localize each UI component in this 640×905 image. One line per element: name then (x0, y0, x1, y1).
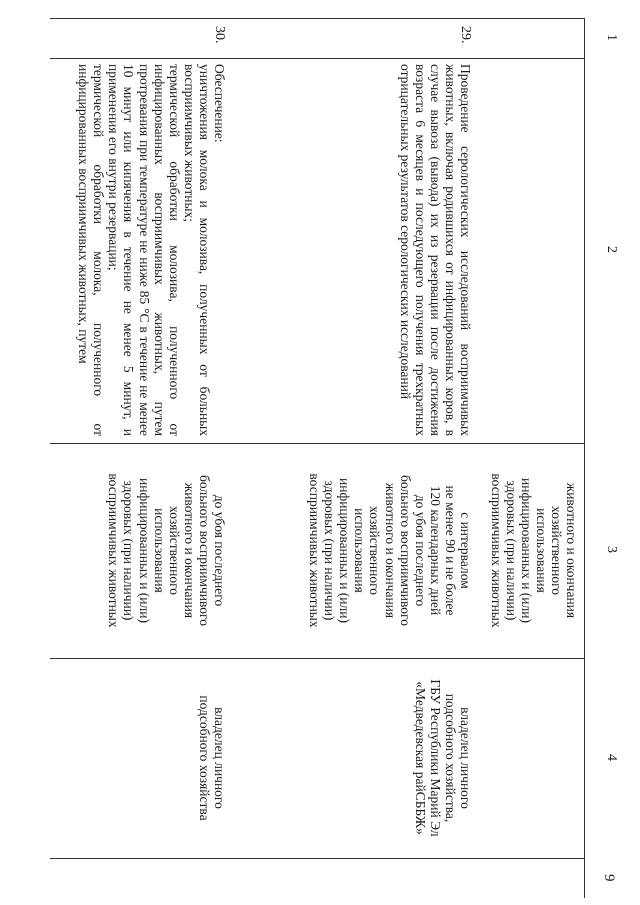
table-border-left (50, 18, 585, 19)
row-30-measure: Обеспечение: уничтожения молока и молозива, полученных от больных восприимчивых животных; термической обработки молозива, полученного от инфицированных восприимчивых животных, путем протревания при температуре не ниже 85 °С в течение не менее 10 минут или кипячения в течение не менее 5 минут, и применения его внутри резервации; термической обработки молока, полученного от инфицированных восприимчивых животных, путем (76, 64, 227, 436)
row-29-measure: Проведение серологических исследований восприимчивых животных, включая родившихся от инфицированных коров, в случае вывоза (вывода) их из резервации после достижения возраста 6 месяцев и последующего получения трехкратных отрицательных результатов серологических исследований (397, 64, 473, 436)
column-number-1: 1 (604, 34, 619, 41)
column-number-3: 3 (604, 546, 619, 553)
row-30-term: до убоя последнего больного восприимчивого животного и окончания хозяйственного использования инфицированных и (или) здоровых (при наличии) восприимчивых животных (106, 473, 227, 628)
row-29-responsible: владелец личного подсобного хозяйства, ГБУ Республики Марий Эл «Медведевская райСББЖ» (412, 679, 473, 837)
page-number: 9 (601, 874, 617, 882)
row-30-responsible: владелец личного подсобного хозяйства (196, 695, 227, 821)
column-divider-1 (50, 58, 585, 59)
table-header-rule (584, 18, 585, 898)
column-divider-3 (50, 658, 585, 659)
row-number-30: 30. (212, 26, 227, 44)
column-number-4: 4 (604, 754, 619, 761)
column-number-2: 2 (604, 246, 619, 253)
carry-over-term: животного и окончания хозяйственного использования инфицированных и (или) здоровых (при наличии) восприимчивых животных (488, 473, 579, 628)
table-border-right (50, 858, 585, 859)
column-divider-2 (50, 443, 585, 444)
document-page (50, 18, 625, 898)
row-number-29: 29. (458, 26, 473, 44)
row-29-term: с интервалом не менее 90 и не более 120 календарных дней до убоя последнего больного восприимчивого животного и окончания хозяйственного использования инфицированных и (или) здоровых (при наличии) восприимчивых животных (307, 473, 473, 628)
